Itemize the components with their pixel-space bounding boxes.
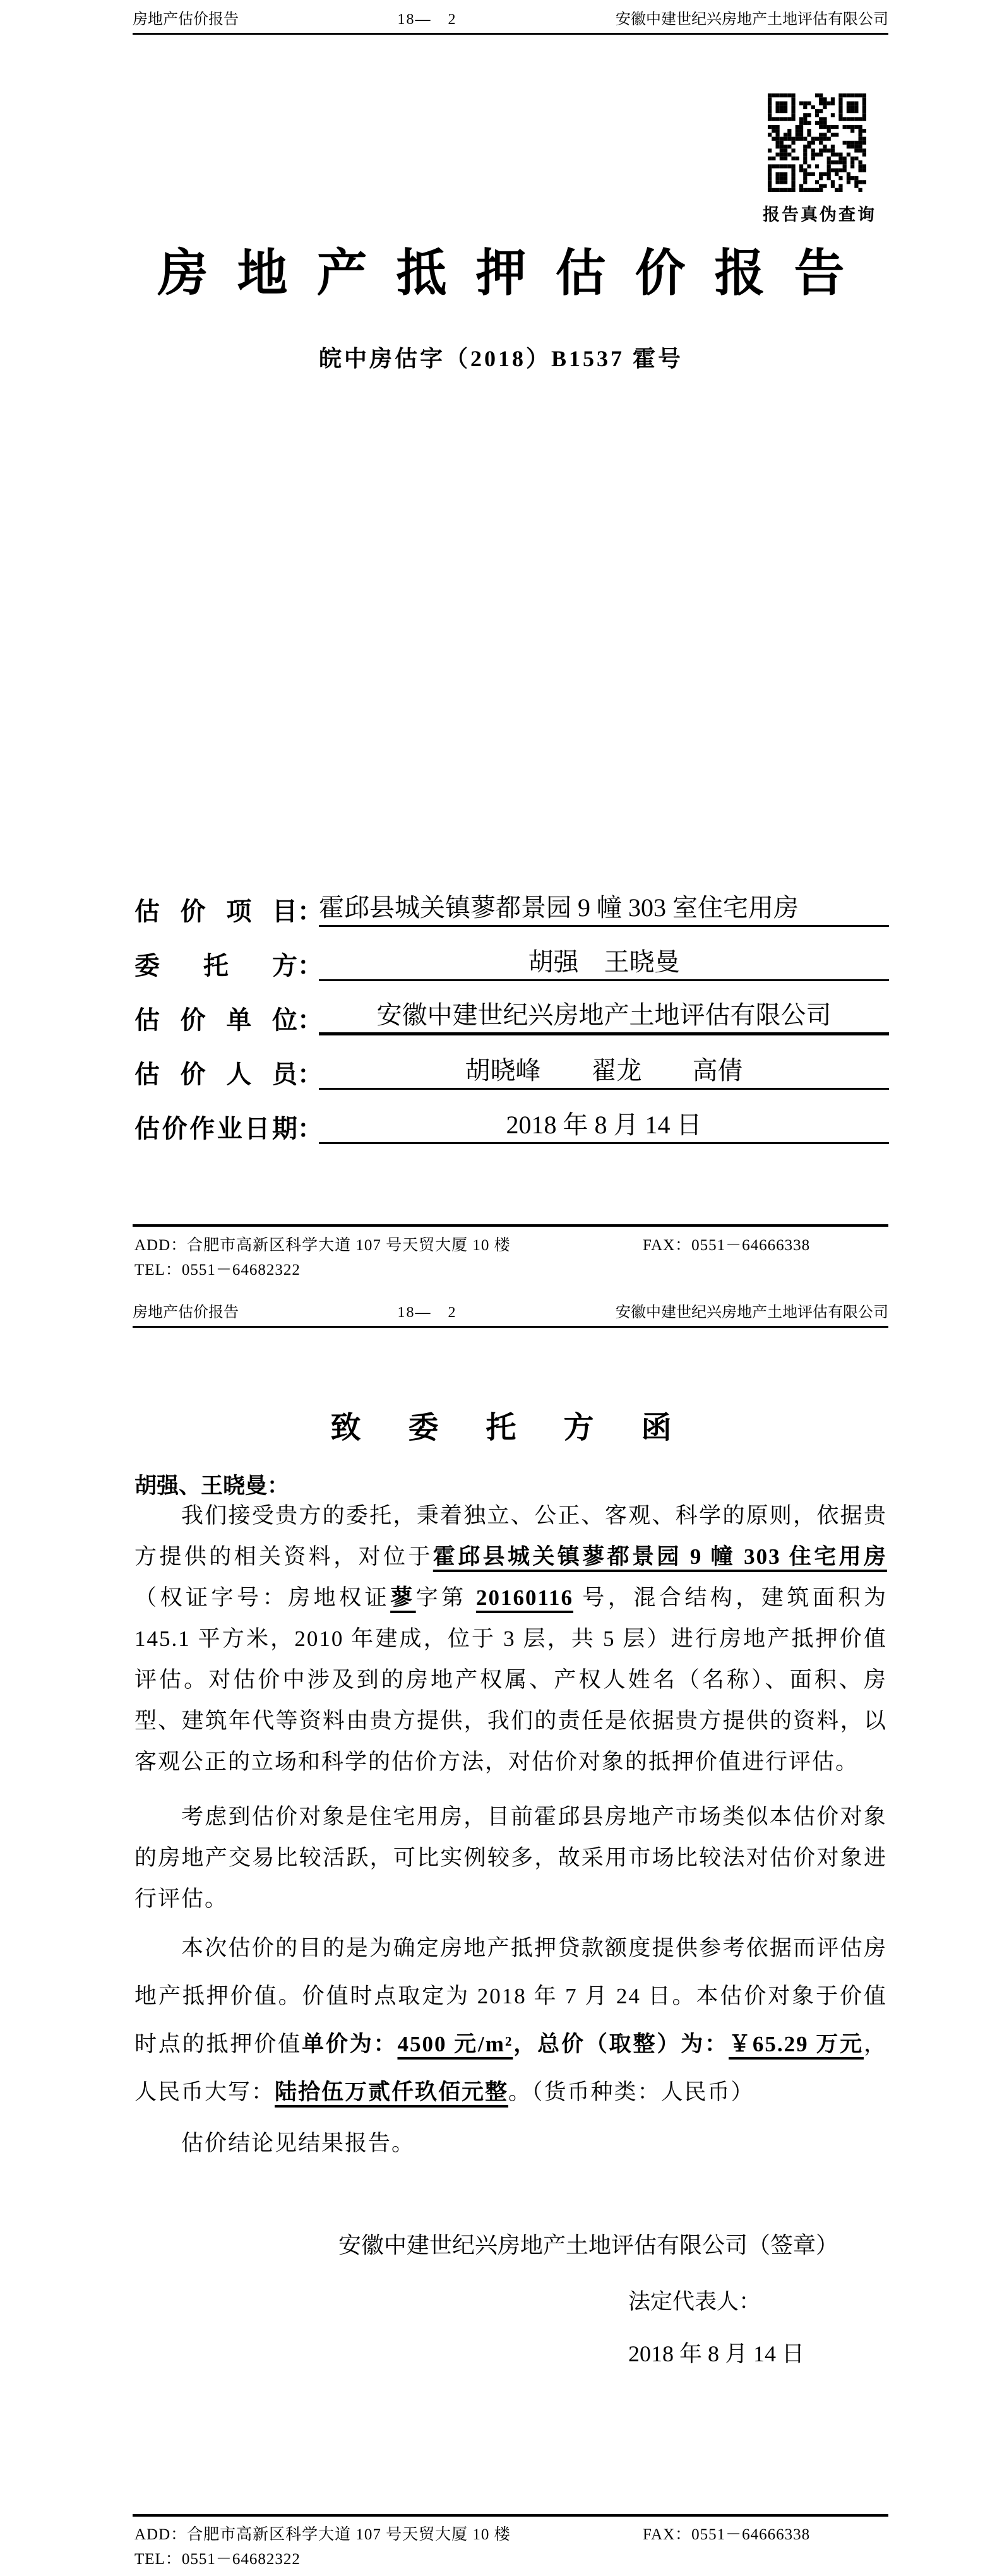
text-run: （权证字号：房地权证 (134, 1585, 391, 1610)
header-doc-type: 房地产估价报告 (133, 11, 239, 28)
letter-title: 致委托方函 (330, 1411, 719, 1445)
cover-field-row (134, 1057, 889, 1090)
report-number: 皖中房估字（2018）B1537 霍号 (318, 346, 683, 371)
cover-form (134, 894, 889, 1166)
text-run: 陆拾伍万贰仟玖佰元整 (275, 2080, 509, 2104)
header-company: 安徽中建世纪兴房地产土地评估有限公司 (616, 11, 888, 28)
page1-footer-rule (133, 1224, 888, 1227)
text-run: 估价结论见结果报告。 (181, 2131, 415, 2156)
qr-caption: 报告真伪查询 (763, 205, 876, 224)
cover-field-row (134, 1003, 889, 1035)
header-page-number: 18— 2 (397, 1304, 457, 1321)
field-colon: ： (297, 897, 323, 926)
cover-title: 房地产抵押估价报告 (157, 246, 874, 302)
cover-field-row (134, 948, 889, 981)
text-run: 总价（取整）为： (537, 2032, 729, 2056)
cover-field-row (134, 894, 889, 927)
letter-paragraph (134, 2123, 887, 2164)
text-run: 字第 (415, 1585, 476, 1610)
text-run: 我们接受贵方的委托，秉着独立、公正、客观、科学的原则，依据贵方提供的相关资料，对位于 (134, 1503, 887, 1569)
field-value: 安徽中建世纪兴房地产土地评估有限公司 (319, 1000, 889, 1035)
text-run: 蓼 (390, 1585, 416, 1610)
page1-header (133, 10, 888, 35)
text-run: 20160116 (475, 1585, 574, 1610)
field-label: 估价单位 (134, 1006, 297, 1034)
field-colon: ： (297, 951, 323, 980)
letter-paragraph (134, 1796, 887, 1919)
field-value: 霍邱县城关镇蓼都景园 9 幢 303 室住宅用房 (319, 893, 889, 927)
footer-address: ADD：合肥市高新区科学大道 107 号天贸大厦 10 楼 (134, 1237, 511, 1254)
text-run: 号，混合结构，建筑面积为 145.1 平方米，2010 年建成，位于 3 层，共 5 层）进行房地产抵押价值评估。对估价中涉及到的房地产权属、产权人姓名（名称）、面积、房型、建筑年代等资料由贵方提供，我们的责任是依据贵方提供的资料，以客观公正的立场和科学的估价方法，对估价对象的抵押价值进行评估。 (134, 1585, 887, 1774)
text-run: ，人民币大写： (134, 2032, 887, 2104)
footer-tel: TEL：0551－64682322 (134, 2551, 301, 2568)
header-doc-type: 房地产估价报告 (133, 1304, 239, 1321)
page2-footer-rule (133, 2514, 888, 2517)
page2-header (133, 1303, 888, 1328)
field-label: 估价人员 (134, 1060, 297, 1088)
qr-code (768, 93, 866, 192)
letter-paragraph (134, 1495, 887, 1782)
signature-company: 安徽中建世纪兴房地产土地评估有限公司（签章） (338, 2233, 839, 2258)
cover-field-row (134, 1111, 889, 1144)
text-run: ￥65.29 万元 (729, 2032, 864, 2056)
field-label: 委托方 (134, 951, 297, 980)
field-label: 估价项目 (134, 897, 297, 926)
signature-legal-representative: 法定代表人： (628, 2289, 761, 2314)
field-label: 估价作业日期 (134, 1114, 297, 1143)
header-company: 安徽中建世纪兴房地产土地评估有限公司 (616, 1304, 888, 1321)
text-run: 本次估价的目的是为确定房地产抵押贷款额度提供参考依据而评估房地产抵押价值。价值时点取定为 2018 年 7 月 24 日。本估价对象于价值时点的抵押价值 (134, 1936, 887, 2056)
header-page-number: 18— 2 (397, 11, 457, 28)
field-value: 2018 年 8 月 14 日 (319, 1110, 889, 1144)
text-run: ， (513, 2032, 538, 2056)
field-value: 胡强 王晓曼 (319, 947, 889, 981)
letter-paragraph (134, 1924, 887, 2116)
text-run: 。（货币种类：人民币） (508, 2080, 754, 2104)
footer-address: ADD：合肥市高新区科学大道 107 号天贸大厦 10 楼 (134, 2526, 511, 2543)
text-run: 霍邱县城关镇蓼都景园 9 幢 303 住宅用房 (432, 1544, 887, 1569)
letter-salutation: 胡强、王晓曼： (134, 1474, 290, 1498)
field-colon: ： (297, 1006, 323, 1034)
footer-fax: FAX：0551－64666338 (643, 2526, 811, 2543)
signature-date: 2018 年 8 月 14 日 (628, 2341, 805, 2366)
footer-tel: TEL：0551－64682322 (134, 1261, 301, 1279)
footer-fax: FAX：0551－64666338 (643, 1237, 811, 1254)
report-verification-block (763, 93, 876, 225)
field-value: 胡晓峰 翟龙 高倩 (319, 1056, 889, 1090)
text-run: 4500 元/m² (397, 2032, 513, 2056)
text-run: 考虑到估价对象是住宅用房，目前霍邱县房地产市场类似本估价对象的房地产交易比较活跃，可比实例较多，故采用市场比较法对估价对象进行评估。 (134, 1804, 887, 1911)
field-colon: ： (297, 1060, 323, 1088)
field-colon: ： (297, 1114, 323, 1143)
text-run: 单价为： (302, 2032, 398, 2056)
